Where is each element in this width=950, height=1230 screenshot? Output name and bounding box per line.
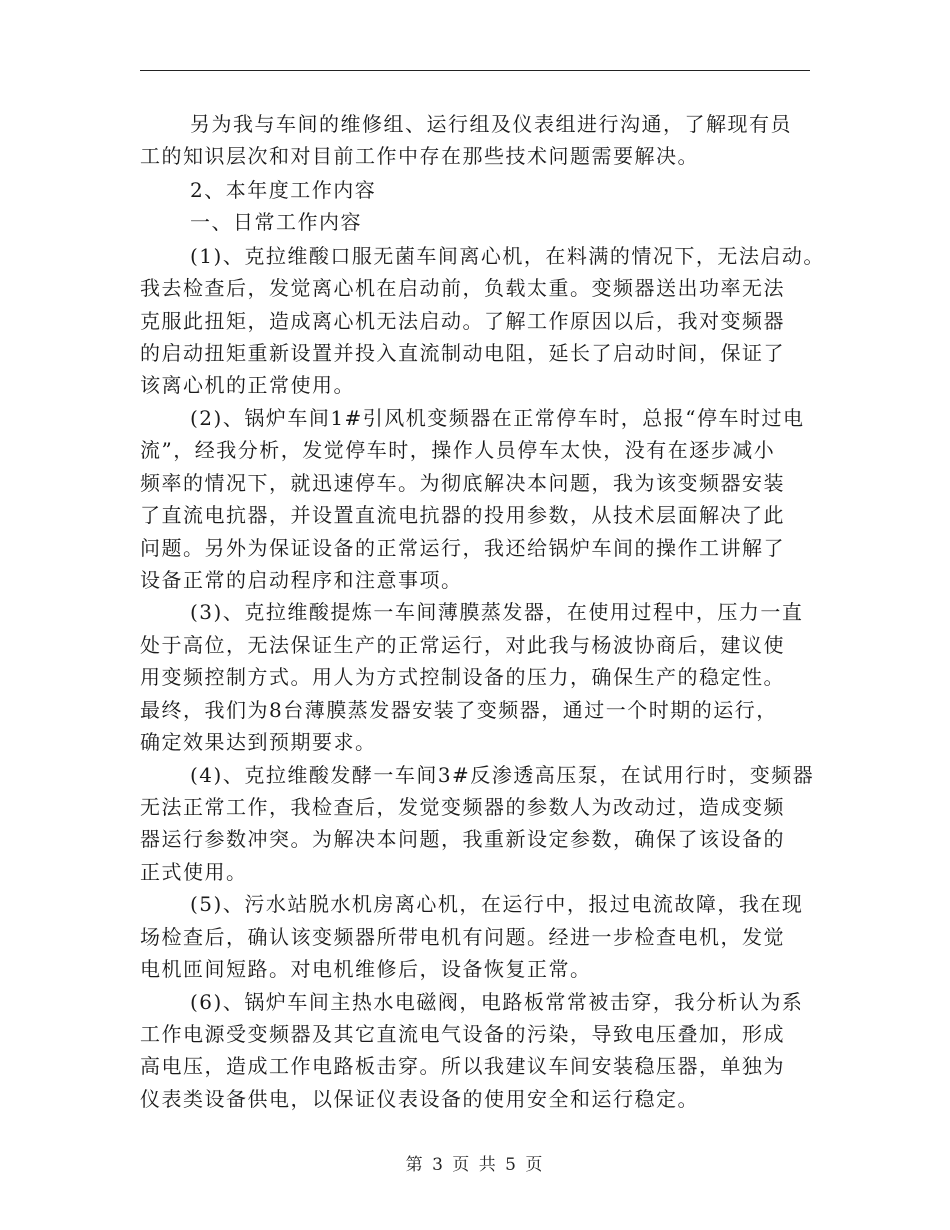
text-line: (2)、锅炉车间1#引风机变频器在正常停车时，总报“停车时过电: [190, 406, 805, 430]
text-line: (1)、克拉维酸口服无菌车间离心机，在料满的情况下，无法启动。: [190, 244, 825, 268]
section-heading: 一、日常工作内容: [190, 210, 362, 234]
text-line: 确定效果达到预期要求。: [140, 730, 377, 754]
text-line: 另为我与车间的维修组、运行组及仪表组进行沟通，了解现有员: [190, 112, 792, 136]
text-line: 该离心机的正常使用。: [140, 373, 355, 397]
text-line: 仪表类设备供电，以保证仪表设备的使用安全和运行稳定。: [140, 1087, 699, 1111]
text-line: 最终，我们为8台薄膜蒸发器安装了变频器，通过一个时期的运行，: [140, 698, 778, 722]
text-line: 流”，经我分析，发觉停车时，操作人员停车太快，没有在逐步减小: [140, 438, 776, 462]
text-line: (5)、污水站脱水机房离心机，在运行中，报过电流故障，我在现: [190, 892, 804, 916]
text-line: 我去检查后，发觉离心机在启动前，负载太重。变频器送出功率无法: [140, 276, 785, 300]
text-line: 无法正常工作，我检查后，发觉变频器的参数人为改动过，造成变频: [140, 795, 785, 819]
text-line: 正式使用。: [140, 860, 248, 884]
text-line: 器运行参数冲突。为解决本问题，我重新设定参数，确保了该设备的: [140, 827, 785, 851]
text-line: 的启动扭矩重新设置并投入直流制动电阻，延长了启动时间，保证了: [140, 341, 785, 365]
text-line: 用变频控制方式。用人为方式控制设备的压力，确保生产的稳定性。: [140, 665, 785, 689]
text-line: 处于高位，无法保证生产的正常运行，对此我与杨波协商后，建议使: [140, 633, 785, 657]
header-rule: [140, 70, 810, 71]
text-line: 了直流电抗器，并设置直流电抗器的投用参数，从技术层面解决了此: [140, 503, 785, 527]
text-line: 设备正常的启动程序和注意事项。: [140, 568, 463, 592]
text-line: 克服此扭矩，造成离心机无法启动。了解工作原因以后，我对变频器: [140, 309, 785, 333]
text-line: 频率的情况下，就迅速停车。为彻底解决本问题，我为该变频器安装: [140, 471, 785, 495]
text-line: (3)、克拉维酸提炼一车间薄膜蒸发器，在使用过程中，压力一直: [190, 600, 804, 624]
text-line: (6)、锅炉车间主热水电磁阀，电路板常常被击穿，我分析认为系: [190, 990, 804, 1014]
text-line: 工作电源受变频器及其它直流电气设备的污染，导致电压叠加，形成: [140, 1022, 785, 1046]
page-footer: 第 3 页 共 5 页: [405, 1155, 545, 1175]
text-line: 场检查后，确认该变频器所带电机有问题。经进一步检查电机，发觉: [140, 925, 785, 949]
text-line: (4)、克拉维酸发酵一车间3#反渗透高压泵，在试用行时，变频器: [190, 763, 815, 787]
text-line: 问题。另外为保证设备的正常运行，我还给锅炉车间的操作工讲解了: [140, 536, 785, 560]
section-heading: 2、本年度工作内容: [190, 178, 377, 202]
text-line: 电机匝间短路。对电机维修后，设备恢复正常。: [140, 957, 592, 981]
text-line: 工的知识层次和对目前工作中存在那些技术问题需要解决。: [140, 144, 699, 168]
text-line: 高电压，造成工作电路板击穿。所以我建议车间安装稳压器，单独为: [140, 1054, 785, 1078]
